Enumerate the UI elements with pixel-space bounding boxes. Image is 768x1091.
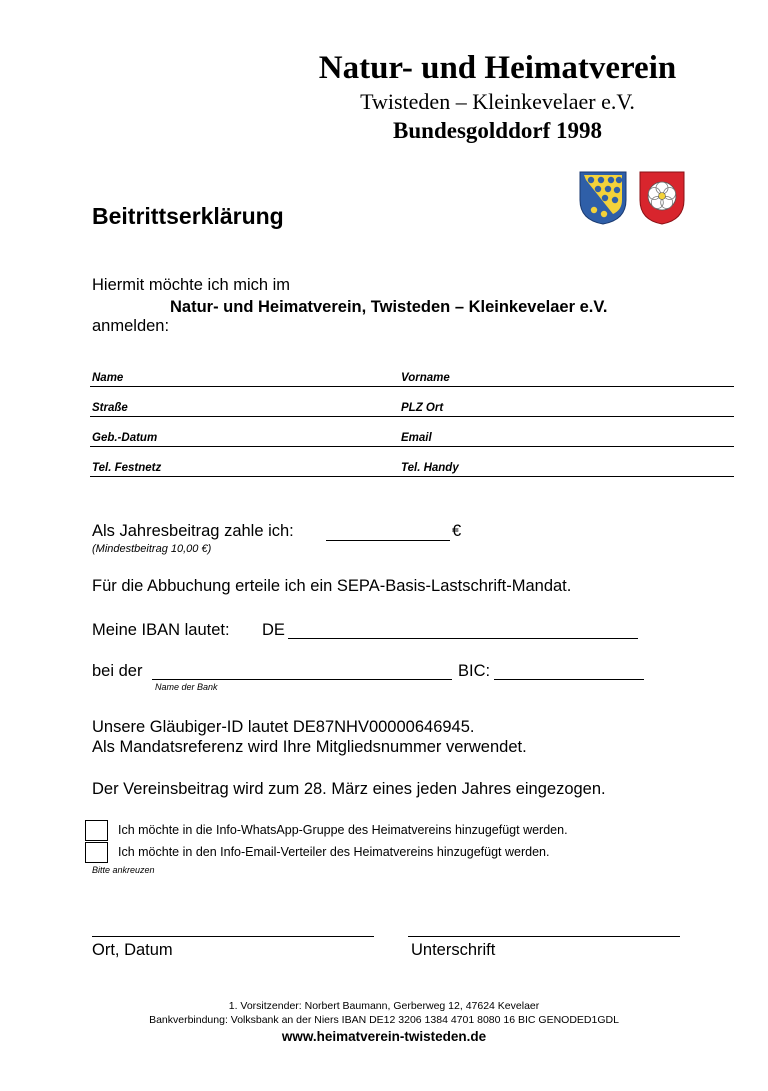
bank-name-hint: Name der Bank <box>155 682 218 692</box>
mandate-reference-text: Als Mandatsreferenz wird Ihre Mitgliedsnummer verwendet. <box>92 738 527 756</box>
name-label: Name <box>92 372 124 384</box>
bic-field[interactable] <box>494 663 644 680</box>
whatsapp-checkbox[interactable] <box>85 820 108 841</box>
street-label: Straße <box>92 402 128 414</box>
iban-label: Meine IBAN lautet: <box>92 621 230 639</box>
form-row-street[interactable] <box>90 396 734 417</box>
form-row-phone[interactable] <box>90 456 734 477</box>
first-name-label: Vorname <box>401 372 450 384</box>
bic-label: BIC: <box>458 662 491 680</box>
footer-chair: 1. Vorsitzender: Norbert Baumann, Gerberweg 12, 47624 Kevelaer <box>228 1000 540 1012</box>
fee-currency: € <box>452 522 462 540</box>
birthdate-label: Geb.-Datum <box>92 432 158 444</box>
zip-city-label: PLZ Ort <box>401 402 444 414</box>
fee-amount-field[interactable] <box>326 523 450 541</box>
creditor-id-text: Unsere Gläubiger-ID lautet DE87NHV00000646945. <box>92 718 475 736</box>
fee-minimum-note: (Mindestbeitrag 10,00 €) <box>92 543 212 555</box>
intro-line-2: anmelden: <box>92 317 170 335</box>
kleinkevelaer-crest-icon <box>638 170 686 226</box>
mobile-label: Tel. Handy <box>401 462 459 474</box>
club-subtitle: Twisteden – Kleinkevelaer e.V. <box>360 89 635 114</box>
iban-field[interactable] <box>288 622 638 639</box>
sepa-mandate-text: Für die Abbuchung erteile ich ein SEPA-Basis-Lastschrift-Mandat. <box>92 577 572 595</box>
email-option-label: Ich möchte in den Info-Email-Verteiler des Heimatvereins hinzugefügt werden. <box>118 845 550 859</box>
checkbox-hint: Bitte ankreuzen <box>92 865 155 875</box>
intro-line-1: Hiermit möchte ich mich im <box>92 276 291 294</box>
email-label: Email <box>401 432 432 444</box>
footer-bank: Bankverbindung: Volksbank an der Niers IBAN DE12 3206 1384 4701 8080 16 BIC GENODED1GDL <box>149 1014 619 1026</box>
club-title: Natur- und Heimatverein <box>318 50 677 86</box>
form-row-birthdate[interactable] <box>90 426 734 447</box>
intro-club-name: Natur- und Heimatverein, Twisteden – Kleinkevelaer e.V. <box>170 298 608 316</box>
iban-prefix: DE <box>262 621 285 639</box>
bank-name-field[interactable] <box>152 663 452 680</box>
twisteden-crest-icon <box>578 170 628 226</box>
fee-label: Als Jahresbeitrag zahle ich: <box>92 522 294 540</box>
club-award: Bundesgolddorf 1998 <box>393 118 602 143</box>
signature-label: Unterschrift <box>411 941 496 959</box>
form-row-name[interactable] <box>90 366 734 387</box>
bank-label: bei der <box>92 662 143 680</box>
landline-label: Tel. Festnetz <box>92 462 162 474</box>
email-checkbox[interactable] <box>85 842 108 863</box>
whatsapp-option-label: Ich möchte in die Info-WhatsApp-Gruppe des Heimatvereins hinzugefügt werden. <box>118 823 568 837</box>
place-date-label: Ort, Datum <box>92 941 173 959</box>
footer-website-link[interactable]: www.heimatverein-twisteden.de <box>281 1029 487 1044</box>
place-date-field[interactable] <box>92 918 374 937</box>
collection-date-text: Der Vereinsbeitrag wird zum 28. März eines jeden Jahres eingezogen. <box>92 780 606 798</box>
document-title: Beitrittserklärung <box>92 203 284 229</box>
signature-field[interactable] <box>408 918 680 937</box>
